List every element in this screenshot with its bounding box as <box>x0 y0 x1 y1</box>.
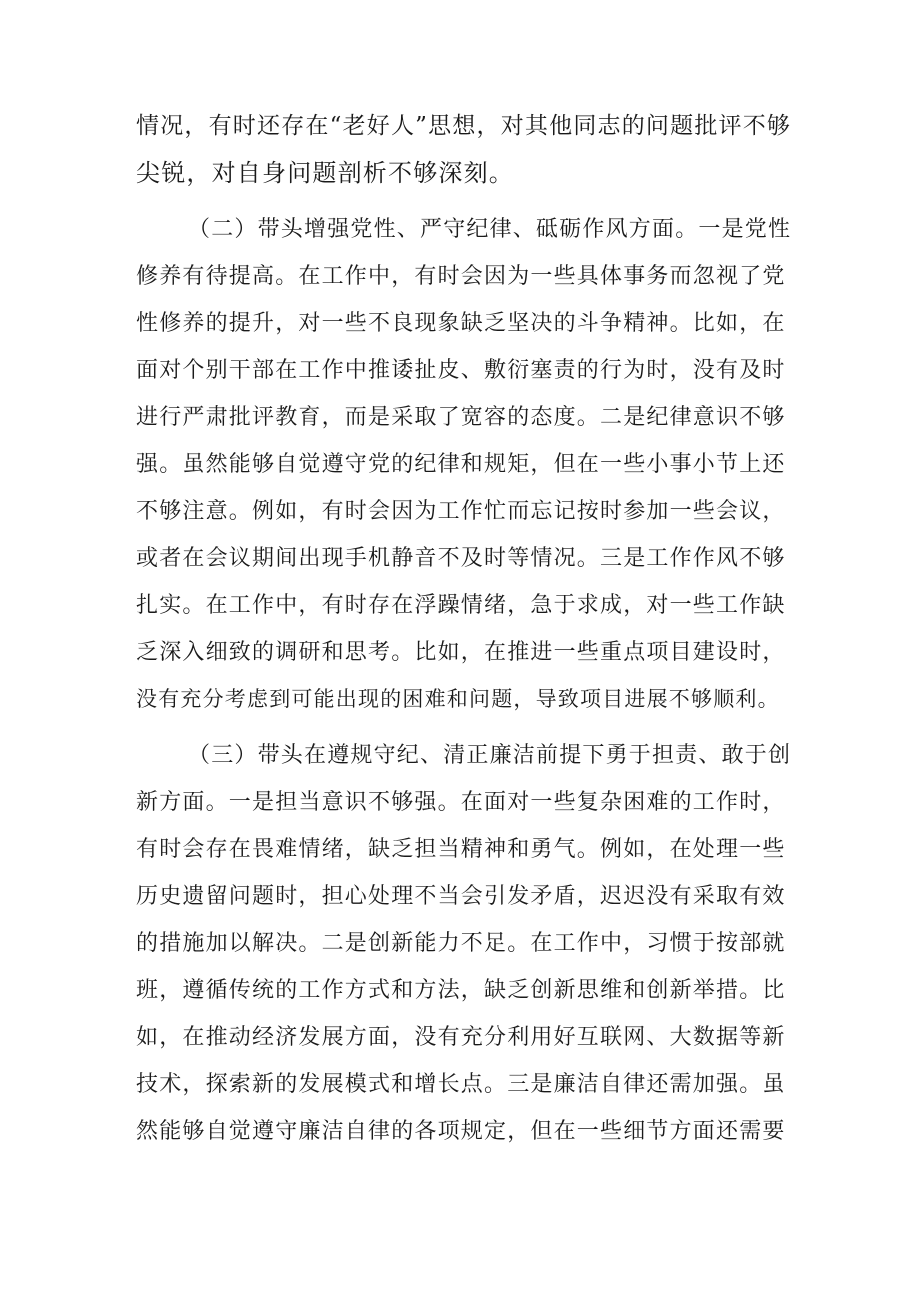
document-body <box>136 103 792 1155</box>
text-line: 进行严肃批评教育，而是采取了宽容的态度。二是纪律意识不够 <box>136 405 786 430</box>
text-line: 没有充分考虑到可能出现的困难和问题，导致项目进展不够顺利。 <box>136 687 780 711</box>
text-line: 强。虽然能够自觉遵守党的纪律和规矩，但在一些小事小节上还 <box>136 452 786 477</box>
text-line: 新方面。一是担当意识不够强。在面对一些复杂困难的工作时， <box>136 790 786 815</box>
paragraph-3 <box>136 732 792 1155</box>
text-line: 技术，探索新的发展模式和增长点。三是廉洁自律还需加强。虽 <box>136 1072 786 1097</box>
text-line: （二）带头增强党性、严守纪律、砥砺作风方面。一是党性 <box>188 217 792 242</box>
text-line: （三）带头在遵规守纪、清正廉洁前提下勇于担责、敢于创 <box>188 743 792 768</box>
text-line: 情况，有时还存在“老好人”思想，对其他同志的问题批评不够 <box>136 113 792 139</box>
text-line: 扎实。在工作中，有时存在浮躁情绪，急于求成，对一些工作缺 <box>136 593 786 618</box>
text-line: 乏深入细致的调研和思考。比如，在推进一些重点项目建设时， <box>136 640 786 665</box>
text-line: 有时会存在畏难情绪，缺乏担当精神和勇气。例如，在处理一些 <box>136 837 786 862</box>
text-line: 面对个别干部在工作中推诿扯皮、敷衍塞责的行为时，没有及时 <box>136 358 786 383</box>
text-line: 然能够自觉遵守廉洁自律的各项规定，但在一些细节方面还需要 <box>136 1119 786 1144</box>
text-line: 修养有待提高。在工作中，有时会因为一些具体事务而忽视了党 <box>136 264 786 289</box>
paragraph-1 <box>136 103 792 197</box>
text-line: 如，在推动经济发展方面，没有充分利用好互联网、大数据等新 <box>136 1025 786 1050</box>
text-line: 班，遵循传统的工作方式和方法，缺乏创新思维和创新举措。比 <box>136 978 786 1003</box>
text-line: 的措施加以解决。二是创新能力不足。在工作中，习惯于按部就 <box>136 931 786 956</box>
text-line: 不够注意。例如，有时会因为工作忙而忘记按时参加一些会议， <box>136 499 786 524</box>
text-line: 或者在会议期间出现手机静音不及时等情况。三是工作作风不够 <box>136 546 786 571</box>
text-line: 尖锐，对自身问题剖析不够深刻。 <box>136 159 514 187</box>
text-line: 历史遗留问题时，担心处理不当会引发矛盾，迟迟没有采取有效 <box>136 884 786 909</box>
text-line: 性修养的提升，对一些不良现象缺乏坚决的斗争精神。比如，在 <box>136 311 786 336</box>
paragraph-2 <box>136 206 792 723</box>
